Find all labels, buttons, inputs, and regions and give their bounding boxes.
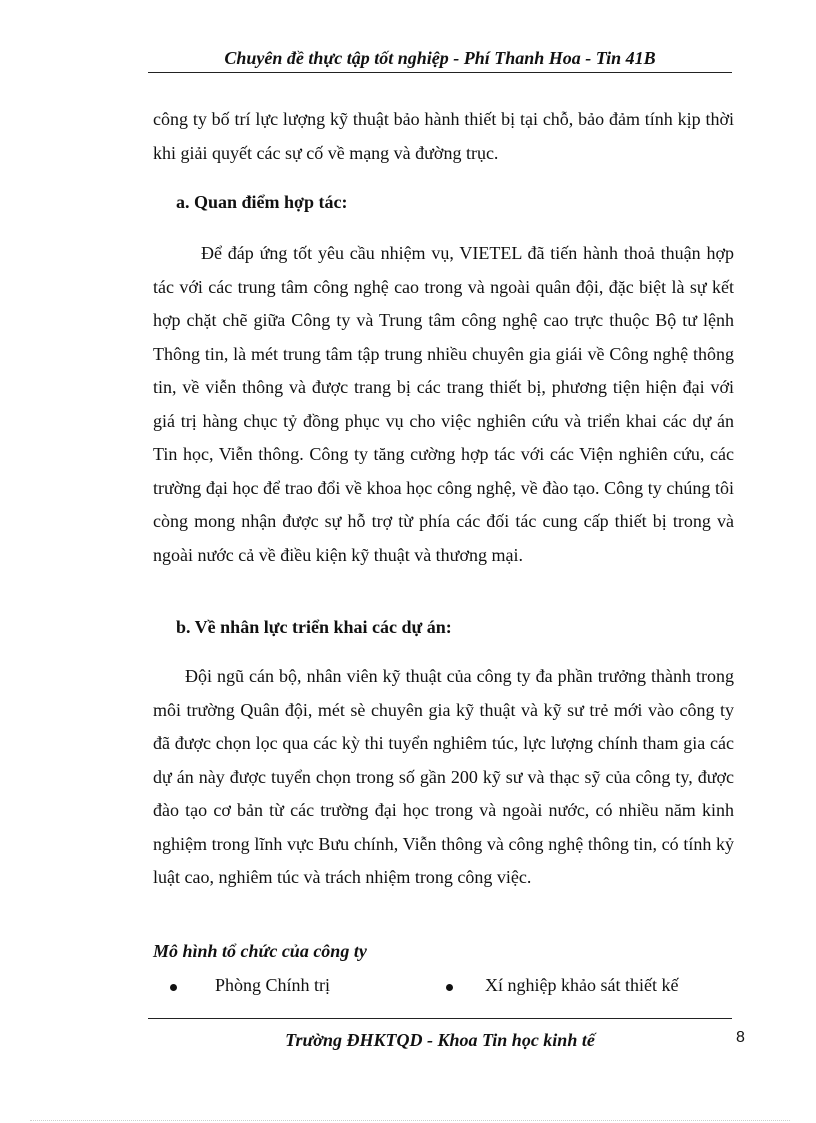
section-b-text: Đội ngũ cán bộ, nhân viên kỹ thuật của công ty đa phần trưởng thành trong môi trường Quân đội, mét sè chuyên gia kỹ thuật và kỹ sư trẻ mới vào công ty đã được chọn lọc qua các kỳ thi tuyển nghiêm túc, lực lượng chính tham gia các dự án này được tuyển chọn trong số gần 200 kỹ sư và thạc sỹ của công ty, được đào tạo cơ bản từ các trường đại học trong và ngoài nước, có nhiều năm kinh nghiệm trong lĩnh vực Bưu chính, Viễn thông và công nghệ thông tin, có tính kỷ luật cao, nghiêm túc và trách nhiệm trong công việc. [153,666,734,887]
intro-paragraph [153,103,734,170]
list-item: Phòng Chính trị [215,975,331,995]
footer-title: Trường ĐHKTQD - Khoa Tin học kinh tế [285,1030,595,1050]
org-model-title: Mô hình tổ chức của công ty [153,941,367,961]
header-rule [148,72,732,73]
list-item: Xí nghiệp khảo sát thiết kế [485,975,679,995]
section-b-heading: b. Về nhân lực triển khai các dự án: [176,617,452,637]
section-a-heading: a. Quan điểm hợp tác: [176,192,348,212]
header-title: Chuyên đề thực tập tốt nghiệp - Phí Thanh Hoa - Tin 41B [224,48,656,68]
intro-text: công ty bố trí lực lượng kỹ thuật bảo hành thiết bị tại chỗ, bảo đảm tính kịp thời khi giải quyết các sự cố về mạng và đường trục. [153,109,734,163]
section-a-text: Để đáp ứng tốt yêu cầu nhiệm vụ, VIETEL đã tiến hành thoả thuận hợp tác với các trung tâm công nghệ cao trong và ngoài quân đội, đặc biệt là sự kết hợp chặt chẽ giữa Công ty và Trung tâm công nghệ cao trực thuộc Bộ tư lệnh Thông tin, là mét trung tâm tập trung nhiều chuyên gia giái về Công nghệ thông tin, về viễn thông và được trang bị các trang thiết bị, phương tiện hiện đại với giá trị hàng chục tỷ đồng phục vụ cho việc nghiên cứu và triển khai các dự án Tin học, Viễn thông. Công ty tăng cường hợp tác với các Viện nghiên cứu, các trường đại học để trao đổi về khoa học công nghệ, về đào tạo. Công ty chúng tôi còng mong nhận được sự hỗ trợ từ phía các đối tác cung cấp thiết bị trong và ngoài nước cả về điều kiện kỹ thuật và thương mại. [153,243,734,565]
section-b-paragraph [153,660,734,895]
bullet-icon [446,984,453,991]
page-number: 8 [736,1029,745,1046]
section-a-paragraph [153,237,734,572]
bullet-icon [170,984,177,991]
footer-rule [148,1018,732,1019]
page-edge [30,1120,790,1121]
